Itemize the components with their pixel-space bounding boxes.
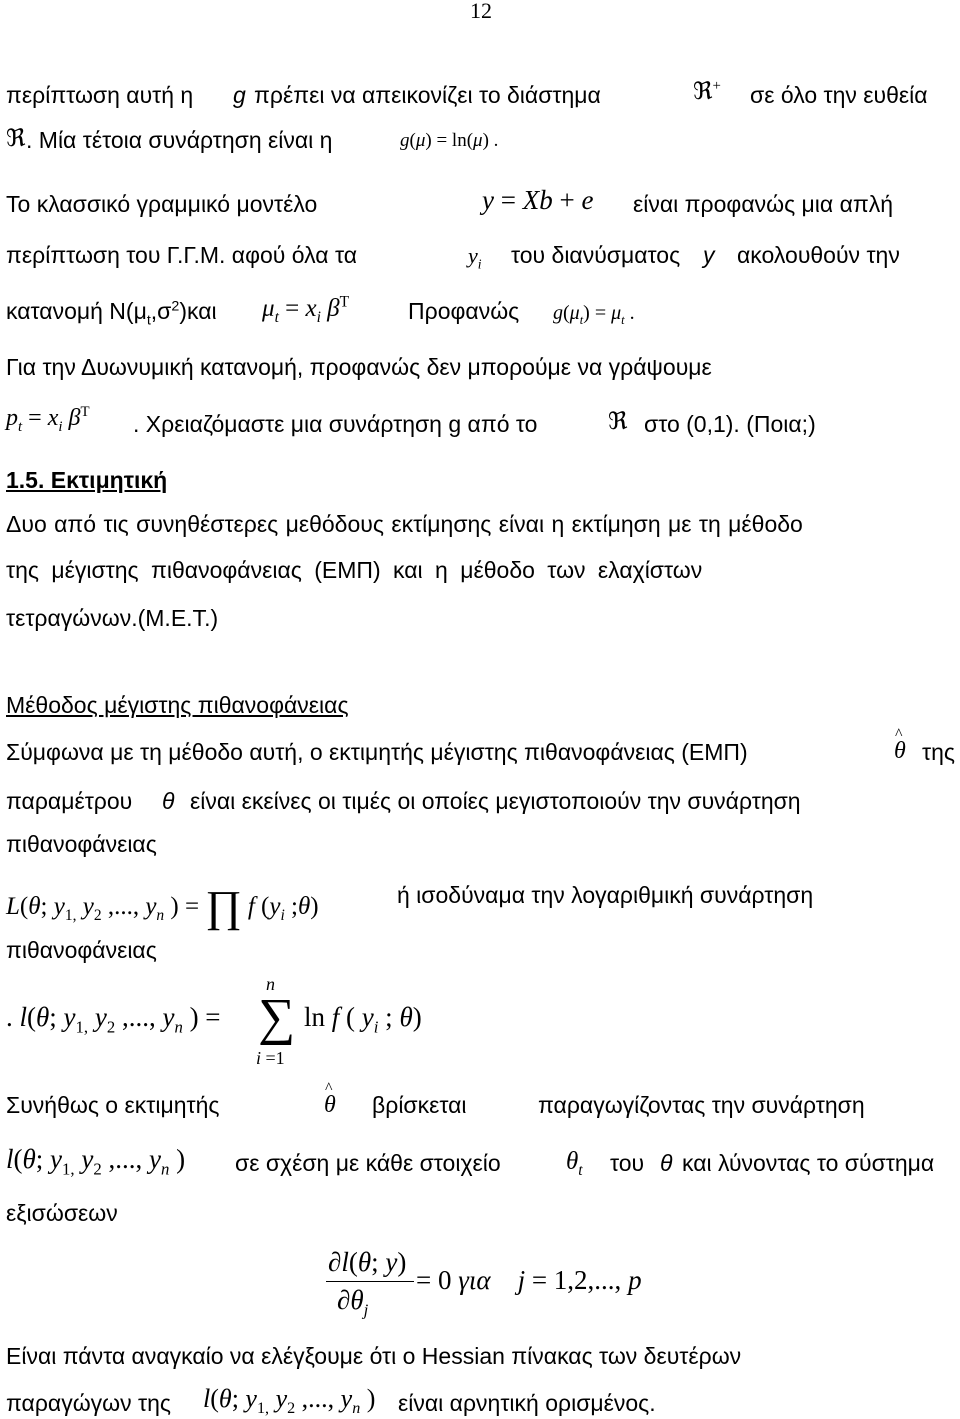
line-2-text: . Μία τέτοια συνάρτηση είναι η	[26, 127, 333, 153]
paragraph-line-3: τετραγώνων.(Μ.Ε.Τ.)	[6, 605, 219, 631]
mle-line-4: ή ισοδύναμα την λογαριθμική συνάρτηση	[397, 882, 814, 908]
score-denominator: $\partial\theta_j$	[337, 1285, 369, 1320]
line-3-text-a: Το κλασσικό γραμμικό μοντέλο	[6, 191, 318, 217]
line-5-part-b: ,σ	[150, 298, 172, 324]
subheading: Μέθοδος μέγιστης πιθανοφάνειας	[6, 692, 349, 718]
line-1-g: g	[233, 82, 246, 108]
log-likelihood-inline-2: l(θ; $y_{1,}$ $y_2$ ,..., $y_n$ )	[203, 1384, 376, 1418]
usual-line-2-theta: θ	[660, 1150, 673, 1176]
theta-t-symbol: $\theta_t$	[566, 1148, 583, 1179]
line-6-text: Για την Δυωνυμική κατανομή, προφανώς δεν μπορούμε να γράψουμε	[6, 354, 712, 380]
line-5-text-a: κατανομή $N(\mu_t,\sigma^2)\kappa\alpha\iota$	[6, 298, 217, 329]
line-5-text-d: Προφανώς	[408, 298, 520, 324]
score-numerator: ∂l(θ; y)	[328, 1247, 407, 1277]
hessian-line-2-a: παραγώγων της	[6, 1390, 171, 1416]
usual-line-1-a: Συνήθως ο εκτιμητής	[6, 1092, 220, 1118]
hessian-line-1: Είναι πάντα αναγκαίο να ελέγξουμε ότι ο Hessian πίνακας των δευτέρων	[6, 1343, 742, 1369]
mle-line-2-theta: θ	[162, 788, 175, 814]
sum-lower-limit: i =1	[256, 1048, 285, 1068]
mle-line-5: πιθανοφάνειας	[6, 937, 157, 963]
usual-line-2-c: και λύνοντας το σύστημα	[682, 1150, 935, 1176]
usual-line-1-c: παραγωγίζοντας την συνάρτηση	[538, 1092, 865, 1118]
link-function-formula: g(μ) = ln(μ) .	[400, 130, 499, 151]
log-likelihood-term: ln f ( $y_i$ ; θ)	[304, 1002, 422, 1037]
mle-line-2-b: είναι εκείνες οι τιμές οι οποίες μεγιστοποιούν την συνάρτηση	[190, 788, 801, 814]
line-5-part-c: )και	[179, 298, 217, 324]
sum-symbol: ∑	[258, 989, 296, 1046]
likelihood-formula: L(θ; $y_{1,}$ $y_2$ ,..., $y_n$ ) = ∏ f ($y_i$ ;θ)	[6, 882, 319, 931]
usual-line-3: εξισώσεων	[6, 1200, 118, 1226]
real-numbers-symbol: ℜ	[6, 126, 26, 152]
sum-upper-limit: n	[266, 974, 275, 994]
usual-line-1-b: βρίσκεται	[372, 1092, 467, 1118]
real-numbers-plus-symbol: ℜ+	[693, 78, 721, 105]
real-numbers-symbol-2: ℜ	[608, 409, 628, 435]
score-equation-rhs: = 0 για j = 1,2,..., p	[416, 1265, 642, 1295]
mle-line-2-a: παραμέτρου	[6, 788, 133, 814]
line-7-text-b: στο (0,1). (Ποια;)	[644, 411, 816, 437]
line-1-text-a: περίπτωση αυτή η	[6, 82, 194, 108]
usual-line-2-b: του	[610, 1150, 645, 1176]
mu-formula: $\mu_t = x_i$ $\beta^T$	[262, 293, 350, 326]
paragraph-line-1: Δυο από τις συνηθέστερες μεθόδους εκτίμησης είναι η εκτίμηση με τη μέθοδο	[6, 511, 803, 537]
paragraph-line-2: της μέγιστης πιθανοφάνειας (ΕΜΠ) και η μέθοδο των ελαχίστων	[6, 557, 703, 583]
usual-line-2-a: σε σχέση με κάθε στοιχείο	[235, 1150, 501, 1176]
theta-hat-symbol-2: θ ^	[324, 1080, 336, 1118]
linear-model-formula: y = Xb + e	[482, 185, 594, 215]
log-likelihood-inline: l(θ; $y_{1,}$ $y_2$ ,..., $y_n$ )	[6, 1144, 186, 1179]
identity-link-formula: $g(\mu_t) = \mu_t$ .	[553, 302, 635, 327]
line-1-text-b: πρέπει να απεικονίζει το διάστημα	[254, 82, 601, 108]
hessian-line-2-b: είναι αρνητική ορισμένος.	[398, 1390, 656, 1416]
mle-line-1: Σύμφωνα με τη μέθοδο αυτή, ο εκτιμητής μέγιστης πιθανοφάνειας (ΕΜΠ)	[6, 739, 748, 765]
y-i-symbol: $y_i$	[468, 243, 482, 272]
section-heading: 1.5. Εκτιμητική	[6, 467, 168, 493]
fraction-bar	[326, 1281, 414, 1282]
line-4-text-c: ακολουθούν την	[737, 242, 900, 268]
page-number: 12	[470, 0, 492, 23]
line-4-y: y	[703, 242, 715, 268]
line-4-text-b: του διανύσματος	[511, 242, 681, 268]
line-7-text-a: . Χρειαζόμαστε μια συνάρτηση g από το	[133, 411, 538, 437]
theta-hat-symbol: θ ^	[894, 726, 906, 764]
line-5-part-a: κατανομή Ν(μ	[6, 298, 147, 324]
mle-line-1-b: της	[922, 739, 955, 765]
p-formula: $p_t = x_i$ $\beta^T$	[6, 404, 90, 435]
line-4-text-a: περίπτωση του Γ.Γ.Μ. αφού όλα τα	[6, 242, 358, 268]
mle-line-3: πιθανοφάνειας	[6, 831, 157, 857]
line-3-text-b: είναι προφανώς μια απλή	[633, 191, 894, 217]
log-likelihood-formula: . l(θ; $y_{1,}$ $y_2$ ,..., $y_n$ ) =	[6, 1002, 221, 1037]
line-1-text-c: σε όλο την ευθεία	[750, 82, 928, 108]
